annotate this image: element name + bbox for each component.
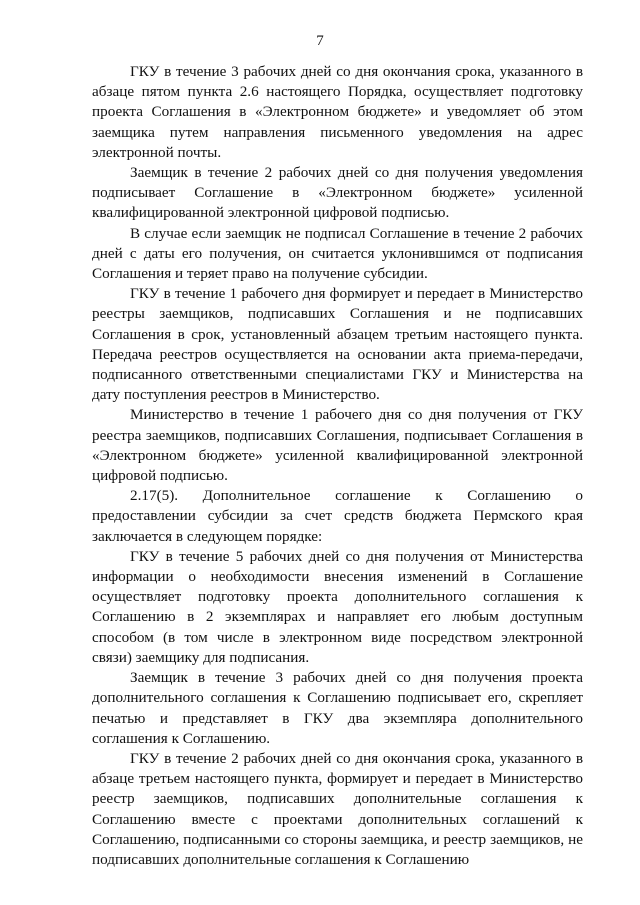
paragraph-clause-2-17-5: 2.17(5). Дополнительное соглашение к Соглашению о предоставлении субсидии за счет средств бюджета Пермского края заключается в следующем порядке: <box>92 487 583 545</box>
page-number: 7 <box>316 33 324 49</box>
paragraph-registry-transfer: ГКУ в течение 1 рабочего дня формирует и передает в Министерство реестры заемщиков, подписавших Соглашения и не подписавших Соглашения в срок, установленный абзацем третьим настоящего пункта. Передача реестров осуществляется на основании акта приема-передачи, подписанного ответственными специалистами ГКУ и Министерства на дату поступления реестров в Министерство. <box>92 285 583 404</box>
paragraph-borrower-signing: Заемщик в течение 2 рабочих дней со дня получения уведомления подписывает Соглашение в «Электронном бюджете» усиленной квалифицированной электронной цифровой подписью. <box>92 164 583 222</box>
paragraph-ministry-signing: Министерство в течение 1 рабочего дня со дня получения от ГКУ реестра заемщиков, подписавших Соглашения, подписывает Соглашения в «Электронном бюджете» усиленной квалифицированной электронной цифровой подписью. <box>92 406 583 485</box>
paragraph-supplementary-draft: ГКУ в течение 5 рабочих дней со дня получения от Министерства информации о необходимости внесения изменений в Соглашение осуществляет подготовку проекта дополнительного соглашения к Соглашению в 2 экземплярах и направляет его любым доступным способом (в том числе в электронном виде посредством электронной связи) заемщику для подписания. <box>92 547 583 666</box>
paragraph-borrower-supplementary-signing: Заемщик в течение 3 рабочих дней со дня получения проекта дополнительного соглашения к Соглашению подписывает его, скрепляет печатью и представляет в ГКУ два экземпляра дополнительного соглашения к Соглашению. <box>92 669 583 747</box>
paragraph-gku-agreement-preparation: ГКУ в течение 3 рабочих дней со дня окончания срока, указанного в абзаце пятом пункта 2.6 настоящего Порядка, осуществляет подготовку проекта Соглашения в «Электронном бюджете» и уведомляет об этом заемщика путем направления письменного уведомления на адрес электронной почты. <box>92 63 583 161</box>
document-body <box>92 62 583 870</box>
paragraph-supplementary-registry: ГКУ в течение 2 рабочих дней со дня окончания срока, указанного в абзаце третьем настоящего пункта, формирует и передает в Министерство реестр заемщиков, подписавших дополнительные соглашения к Соглашению вместе с проектами дополнительных соглашений к Соглашению, подписанными со стороны заемщика, и реестр заемщиков, не подписавших дополнительные соглашения к Соглашению <box>92 749 583 868</box>
paragraph-evasion-of-signing: В случае если заемщик не подписал Соглашение в течение 2 рабочих дней с даты его получения, он считается уклонившимся от подписания Соглашения и теряет право на получение субсидии. <box>92 224 583 283</box>
